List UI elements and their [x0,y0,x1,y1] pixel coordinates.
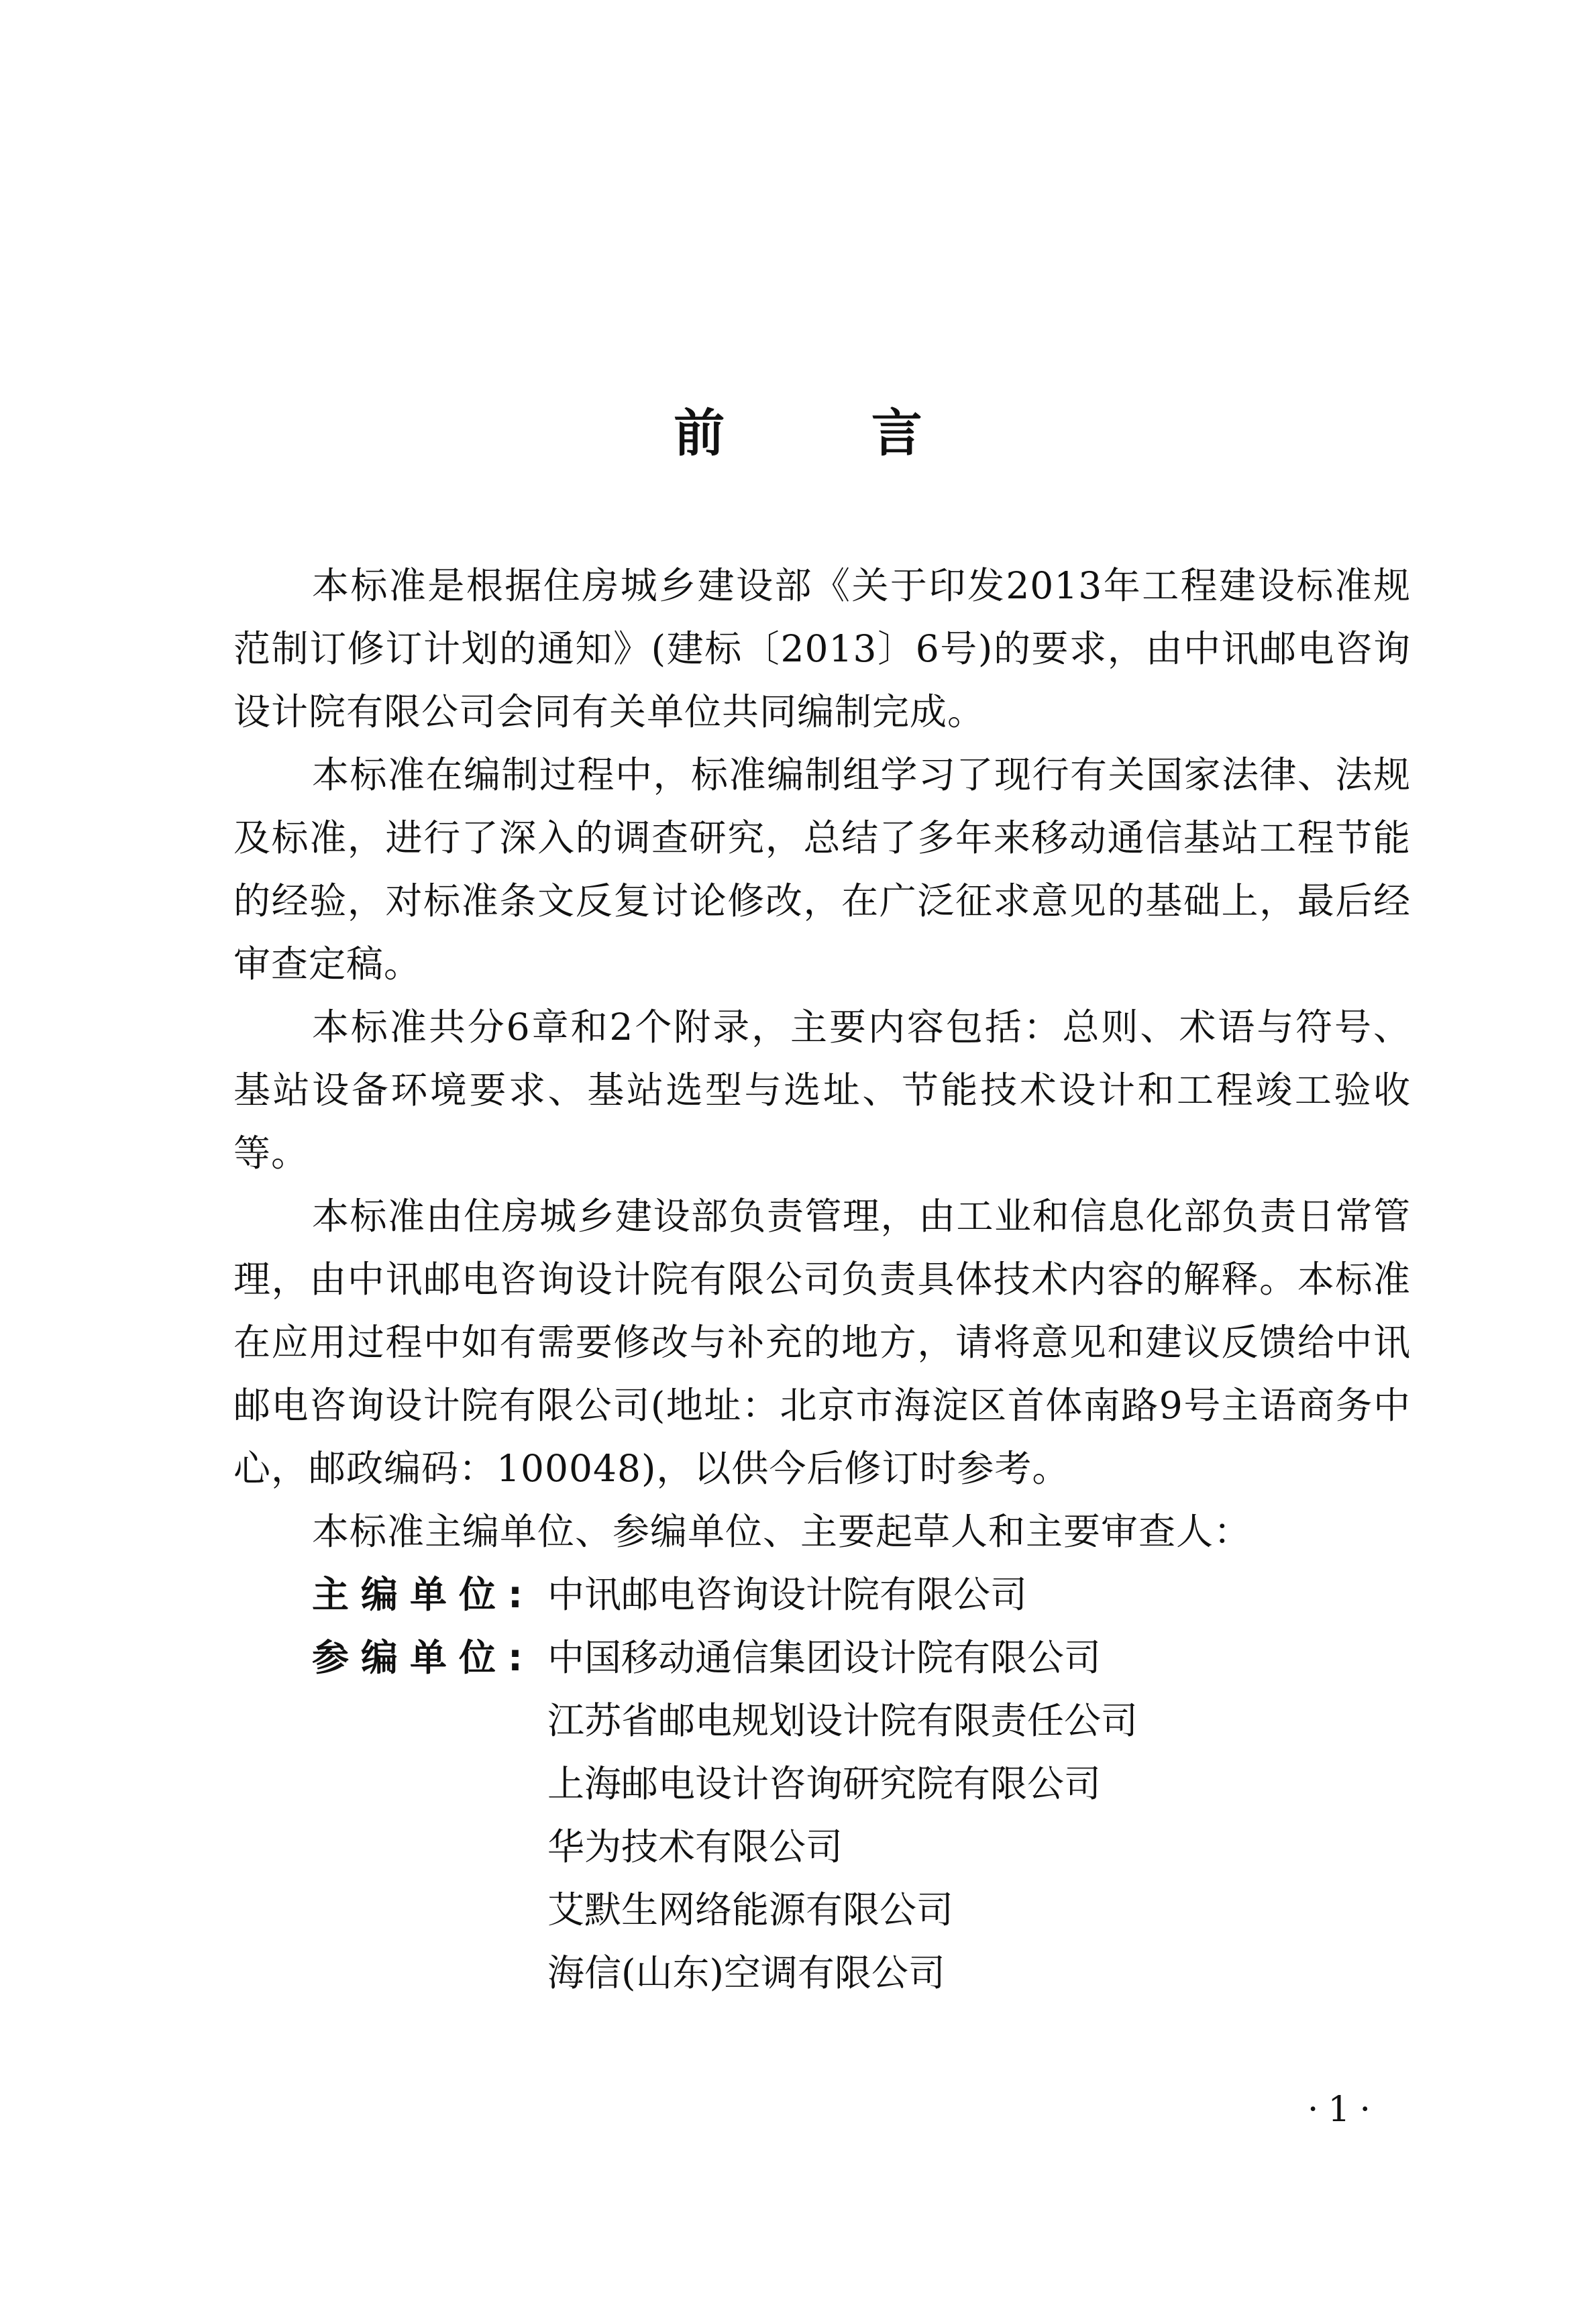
units-section [233,1563,1411,2004]
preface-paragraph-3: 本标准共分6章和2个附录，主要内容包括：总则、术语与符号、基站设备环境要求、基站选型与选址、节能技术设计和工程竣工验收等。 [233,1006,1411,1175]
chief-unit-list [547,1563,1027,1626]
page-number: ·1· [1307,2090,1380,2130]
participating-unit-row [233,1626,1411,2004]
chief-unit-row [233,1563,1411,1626]
participating-unit-name: 江苏省邮电规划设计院有限责任公司 [547,1699,1138,1742]
participating-unit-name: 海信(山东)空调有限公司 [547,1951,945,1994]
participating-unit-name: 华为技术有限公司 [547,1825,843,1868]
chief-unit-name: 中讯邮电咨询设计院有限公司 [547,1573,1028,1616]
chief-unit-label: 主编单位: [312,1573,535,1616]
participating-unit-list [547,1626,1138,2004]
page-title: 前 言 [674,402,987,463]
preface-paragraph-5: 本标准主编单位、参编单位、主要起草人和主要审查人： [312,1510,1252,1553]
preface-paragraph-4: 本标准由住房城乡建设部负责管理，由工业和信息化部负责日常管理，由中讯邮电咨询设计院有限公司负责具体技术内容的解释。本标准在应用过程中如有需要修改与补充的地方，请将意见和建议反馈给中讯邮电咨询设计院有限公司(地址：北京市海淀区首体南路9号主语商务中心，邮政编码：100048)，以供今后修订时参考。 [233,1195,1411,1490]
preface-paragraph-2: 本标准在编制过程中，标准编制组学习了现行有关国家法律、法规及标准，进行了深入的调查研究，总结了多年来移动通信基站工程节能的经验，对标准条文反复讨论修改，在广泛征求意见的基础上，最后经审查定稿。 [233,753,1411,985]
preface-paragraph-1: 本标准是根据住房城乡建设部《关于印发2013年工程建设标准规范制订修订计划的通知》(建标〔2013〕6号)的要求，由中讯邮电咨询设计院有限公司会同有关单位共同编制完成。 [233,564,1411,733]
participating-unit-name: 中国移动通信集团设计院有限公司 [547,1636,1102,1679]
participating-unit-label: 参编单位: [312,1636,535,1679]
preface-body [233,554,1411,2004]
participating-unit-name: 上海邮电设计咨询研究院有限公司 [547,1762,1102,1805]
participating-unit-name: 艾默生网络能源有限公司 [547,1888,954,1931]
